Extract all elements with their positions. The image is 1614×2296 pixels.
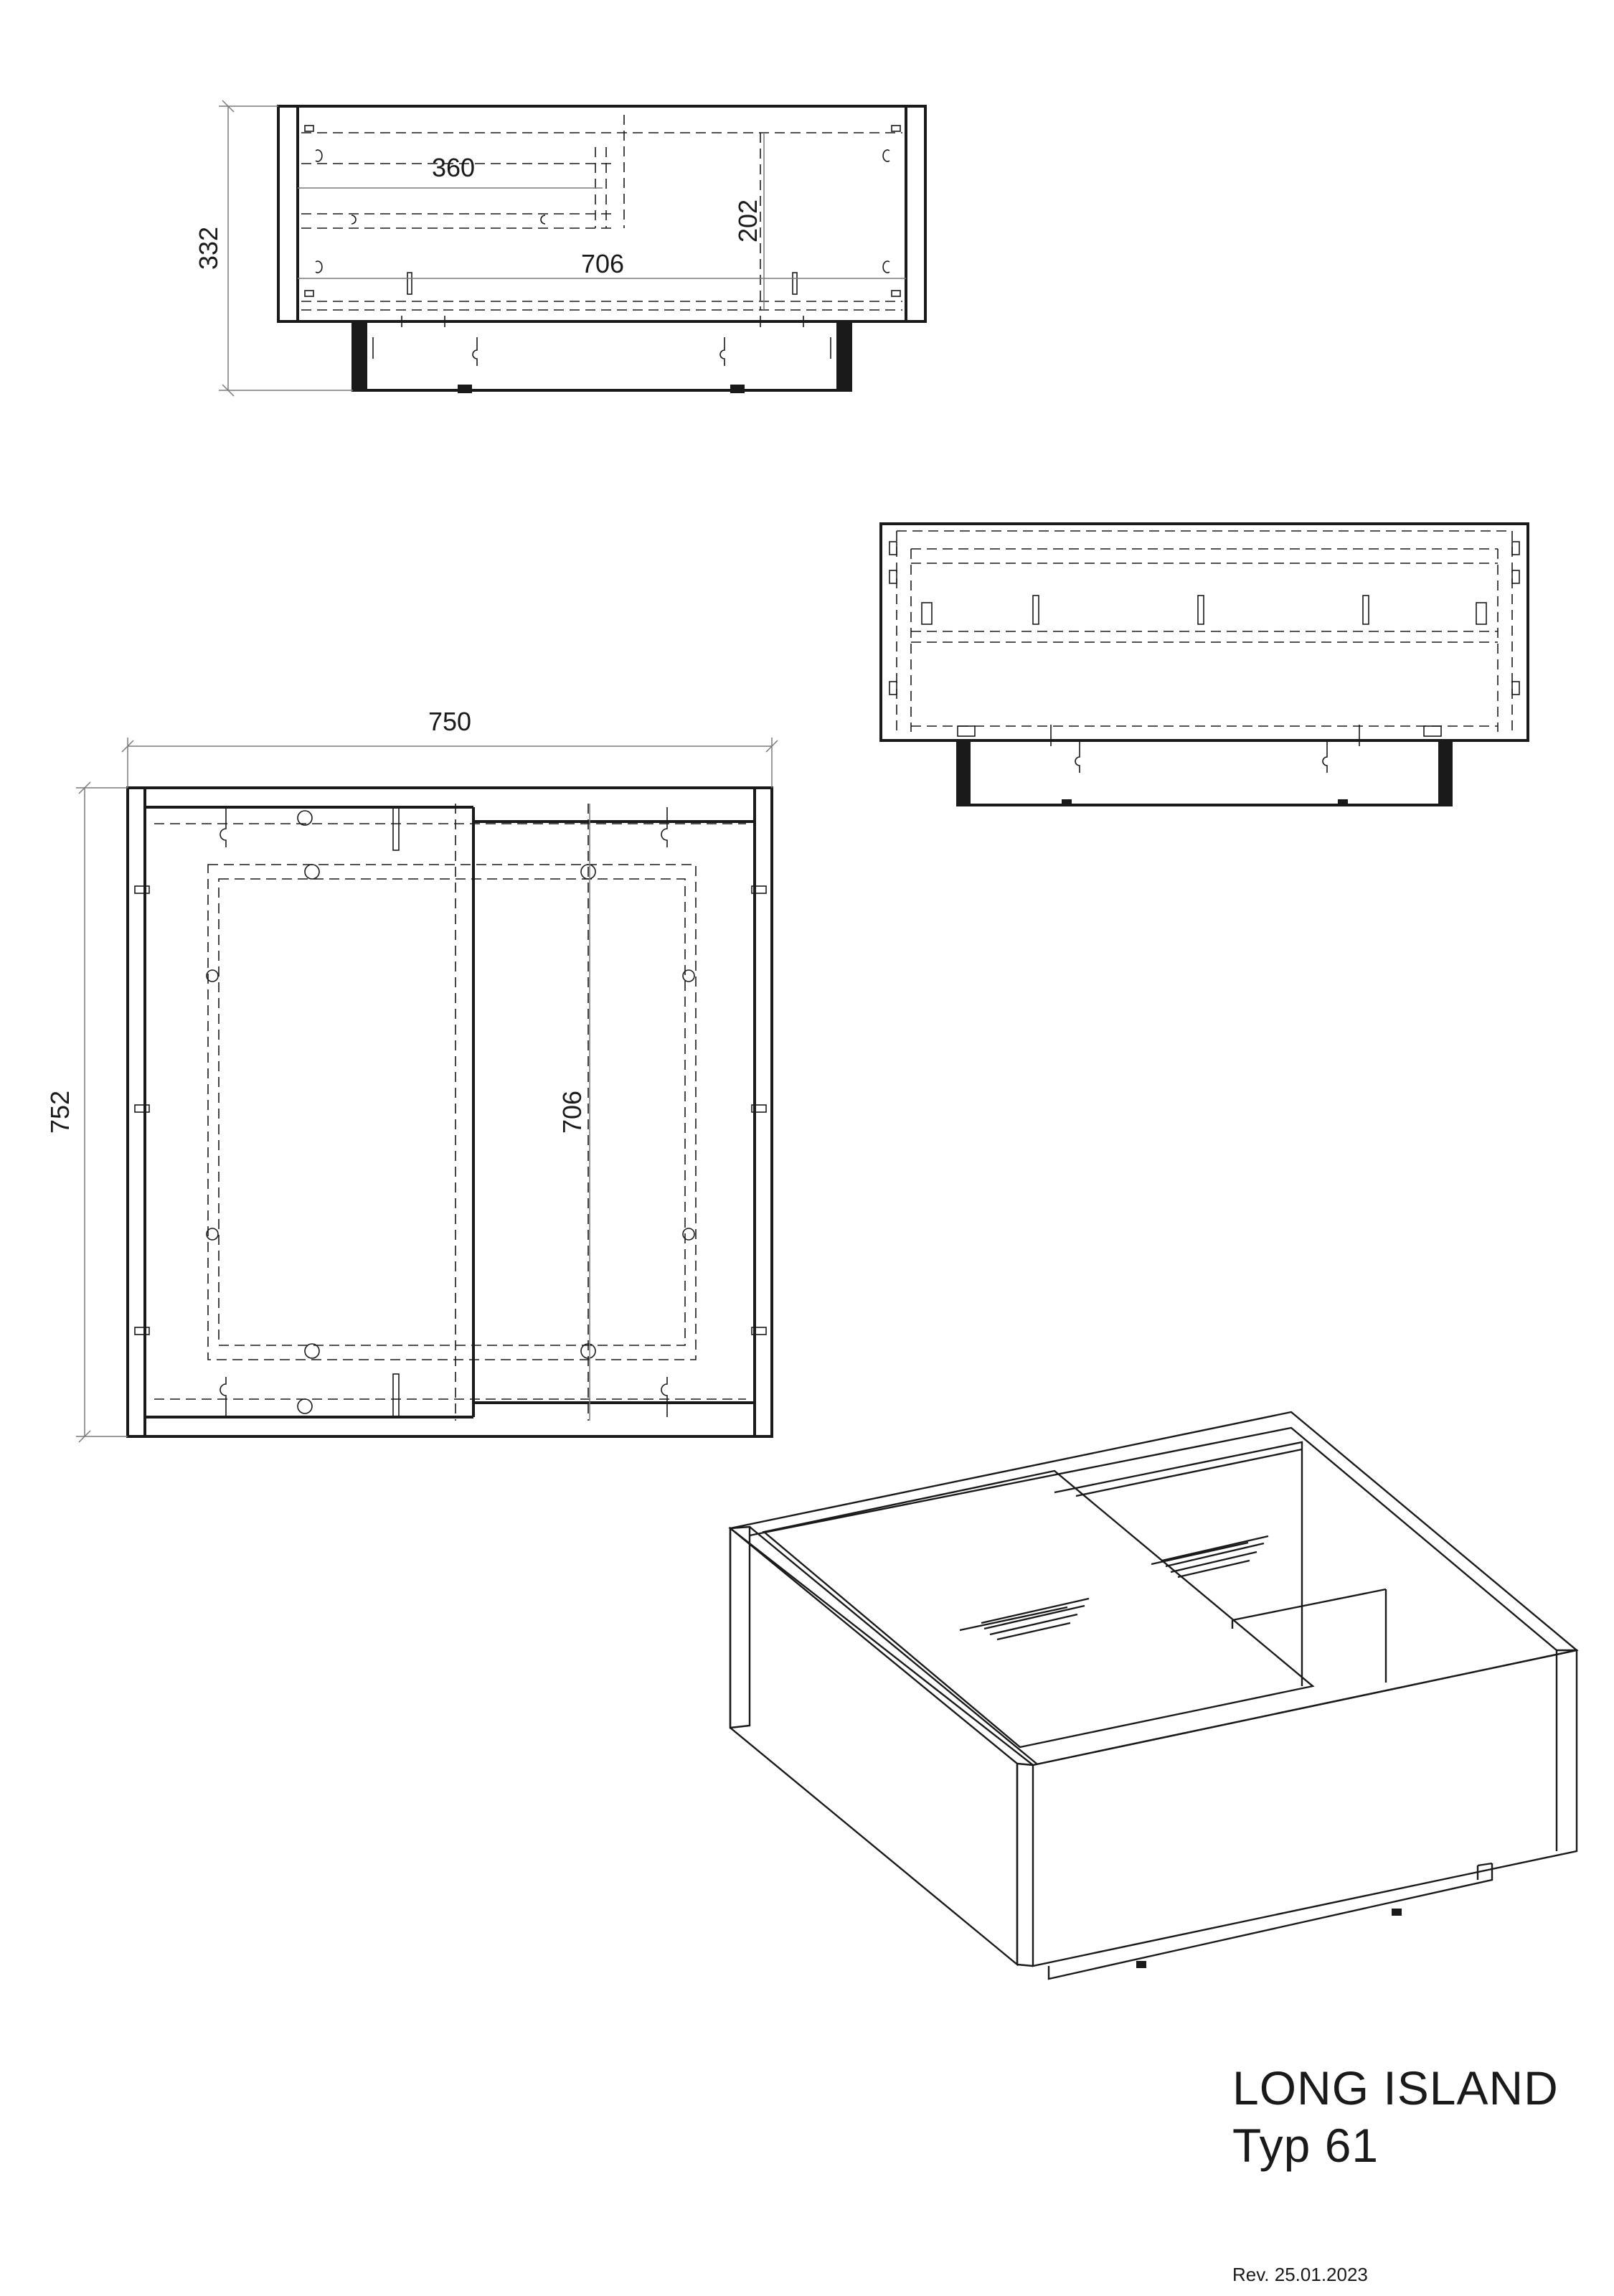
top-plan-view (76, 738, 778, 1442)
dim-front-inner-width: 706 (580, 249, 625, 278)
product-name: LONG ISLAND (1232, 2061, 1559, 2114)
front-elevation-view (219, 100, 925, 396)
isometric-view (730, 1412, 1577, 1979)
side-elevation-view (881, 524, 1528, 806)
revision-date: Rev. 25.01.2023 (1232, 2264, 1368, 2285)
dim-top-depth: 752 (45, 1090, 75, 1134)
dim-front-inner-height: 202 (733, 199, 763, 243)
dim-top-width: 750 (428, 707, 472, 736)
dim-front-height: 332 (194, 226, 223, 270)
dim-front-drawer-width: 360 (431, 153, 476, 182)
dim-top-inner: 706 (557, 1090, 587, 1134)
product-type: Typ 61 (1232, 2119, 1379, 2172)
title-block (1232, 2059, 1559, 2174)
